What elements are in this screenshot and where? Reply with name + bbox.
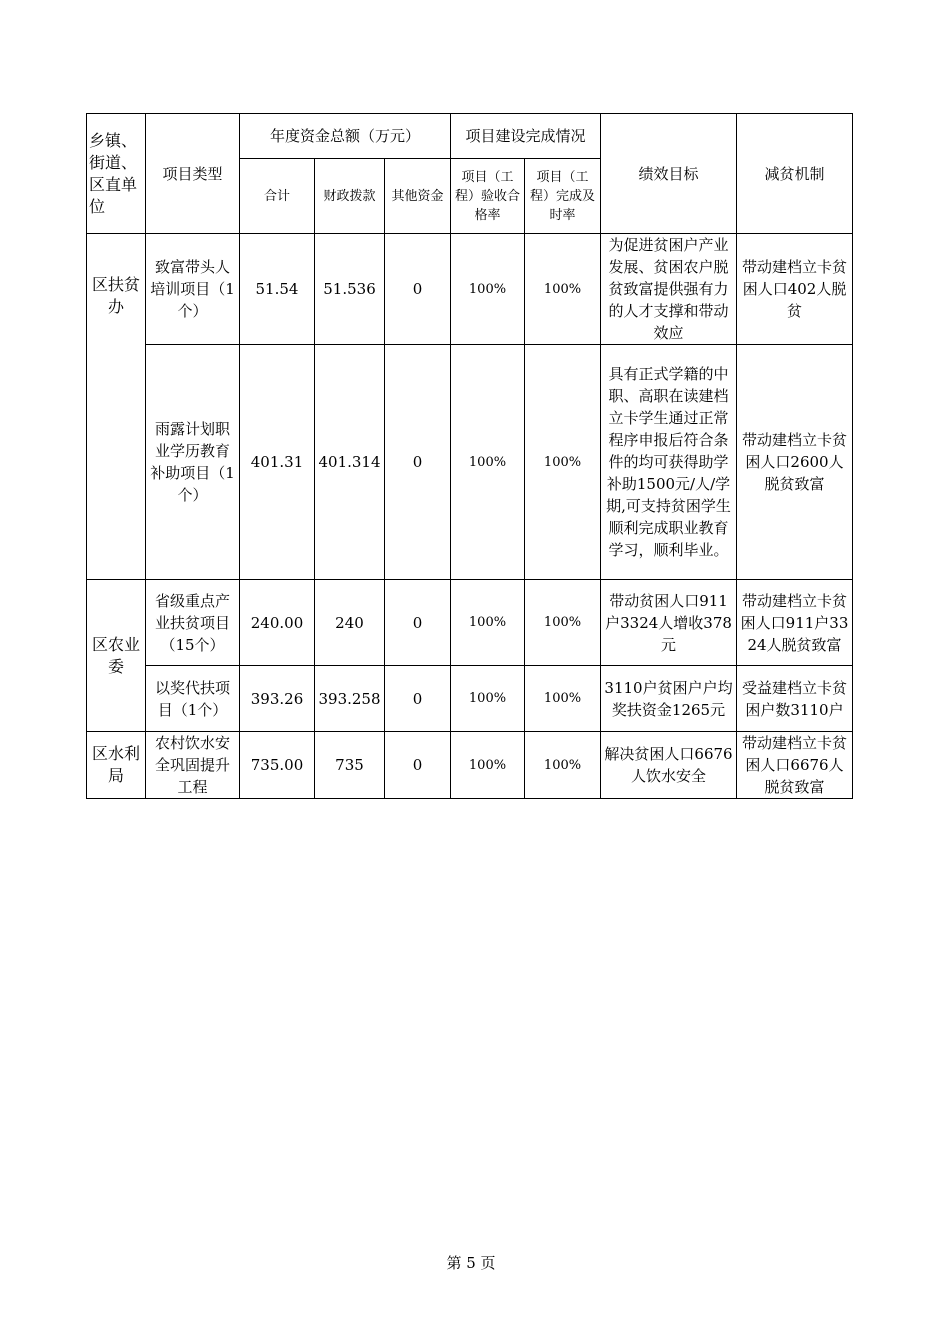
cell-total: 735.00	[240, 732, 315, 799]
cell-goal: 具有正式学籍的中职、高职在读建档立卡学生通过正常程序申报后符合条件的均可获得助学补助1500元/人/学期,可支持贫困学生顺利完成职业教育学习，顺利毕业。	[601, 345, 737, 580]
cell-ontime: 100%	[525, 345, 601, 580]
header-goal: 绩效目标	[601, 114, 737, 234]
cell-region: 区扶贫办	[87, 234, 146, 580]
page-number: 第 5 页	[446, 1254, 496, 1272]
cell-fiscal: 401.314	[315, 345, 385, 580]
cell-type: 致富带头人培训项目（1个）	[146, 234, 240, 345]
cell-mechanism: 带动建档立卡贫困人口402人脱贫	[737, 234, 853, 345]
cell-other: 0	[385, 345, 451, 580]
cell-ontime: 100%	[525, 234, 601, 345]
table-row	[87, 234, 853, 345]
table-row	[87, 732, 853, 799]
cell-ontime: 100%	[525, 666, 601, 732]
cell-other: 0	[385, 234, 451, 345]
cell-goal: 为促进贫困户产业发展、贫困农户脱贫致富提供强有力的人才支撑和带动效应	[601, 234, 737, 345]
cell-total: 393.26	[240, 666, 315, 732]
header-ontime: 项目（工程）完成及时率	[525, 159, 601, 234]
cell-goal: 带动贫困人口911户3324人增收378元	[601, 580, 737, 666]
cell-acceptance: 100%	[451, 732, 525, 799]
header-acceptance: 项目（工程）验收合格率	[451, 159, 525, 234]
cell-fiscal: 240	[315, 580, 385, 666]
cell-type: 省级重点产业扶贫项目（15个）	[146, 580, 240, 666]
cell-total: 401.31	[240, 345, 315, 580]
cell-type: 雨露计划职业学历教育补助项目（1个）	[146, 345, 240, 580]
header-total: 合计	[240, 159, 315, 234]
header-other: 其他资金	[385, 159, 451, 234]
cell-total: 240.00	[240, 580, 315, 666]
cell-goal: 解决贫困人口6676人饮水安全	[601, 732, 737, 799]
cell-region: 区水利局	[87, 732, 146, 799]
cell-total: 51.54	[240, 234, 315, 345]
cell-mechanism: 带动建档立卡贫困人口6676人脱贫致富	[737, 732, 853, 799]
cell-other: 0	[385, 580, 451, 666]
cell-mechanism: 带动建档立卡贫困人口2600人脱贫致富	[737, 345, 853, 580]
header-fiscal: 财政拨款	[315, 159, 385, 234]
cell-acceptance: 100%	[451, 345, 525, 580]
cell-ontime: 100%	[525, 732, 601, 799]
cell-other: 0	[385, 732, 451, 799]
header-progress-group: 项目建设完成情况	[451, 114, 601, 159]
cell-mechanism: 受益建档立卡贫困户数3110户	[737, 666, 853, 732]
cell-other: 0	[385, 666, 451, 732]
cell-type: 以奖代扶项目（1个）	[146, 666, 240, 732]
cell-ontime: 100%	[525, 580, 601, 666]
table-row	[87, 666, 853, 732]
project-table	[86, 113, 853, 799]
table-row	[87, 345, 853, 580]
cell-mechanism: 带动建档立卡贫困人口911户3324人脱贫致富	[737, 580, 853, 666]
header-region: 乡镇、街道、区直单位	[87, 114, 146, 234]
header-type: 项目类型	[146, 114, 240, 234]
cell-acceptance: 100%	[451, 234, 525, 345]
table-row	[87, 580, 853, 666]
cell-fiscal: 393.258	[315, 666, 385, 732]
header-fund-group: 年度资金总额（万元）	[240, 114, 451, 159]
cell-acceptance: 100%	[451, 666, 525, 732]
cell-fiscal: 735	[315, 732, 385, 799]
cell-fiscal: 51.536	[315, 234, 385, 345]
cell-type: 农村饮水安全巩固提升工程	[146, 732, 240, 799]
header-mechanism: 减贫机制	[737, 114, 853, 234]
cell-region: 区农业委	[87, 580, 146, 732]
cell-goal: 3110户贫困户户均奖扶资金1265元	[601, 666, 737, 732]
cell-acceptance: 100%	[451, 580, 525, 666]
